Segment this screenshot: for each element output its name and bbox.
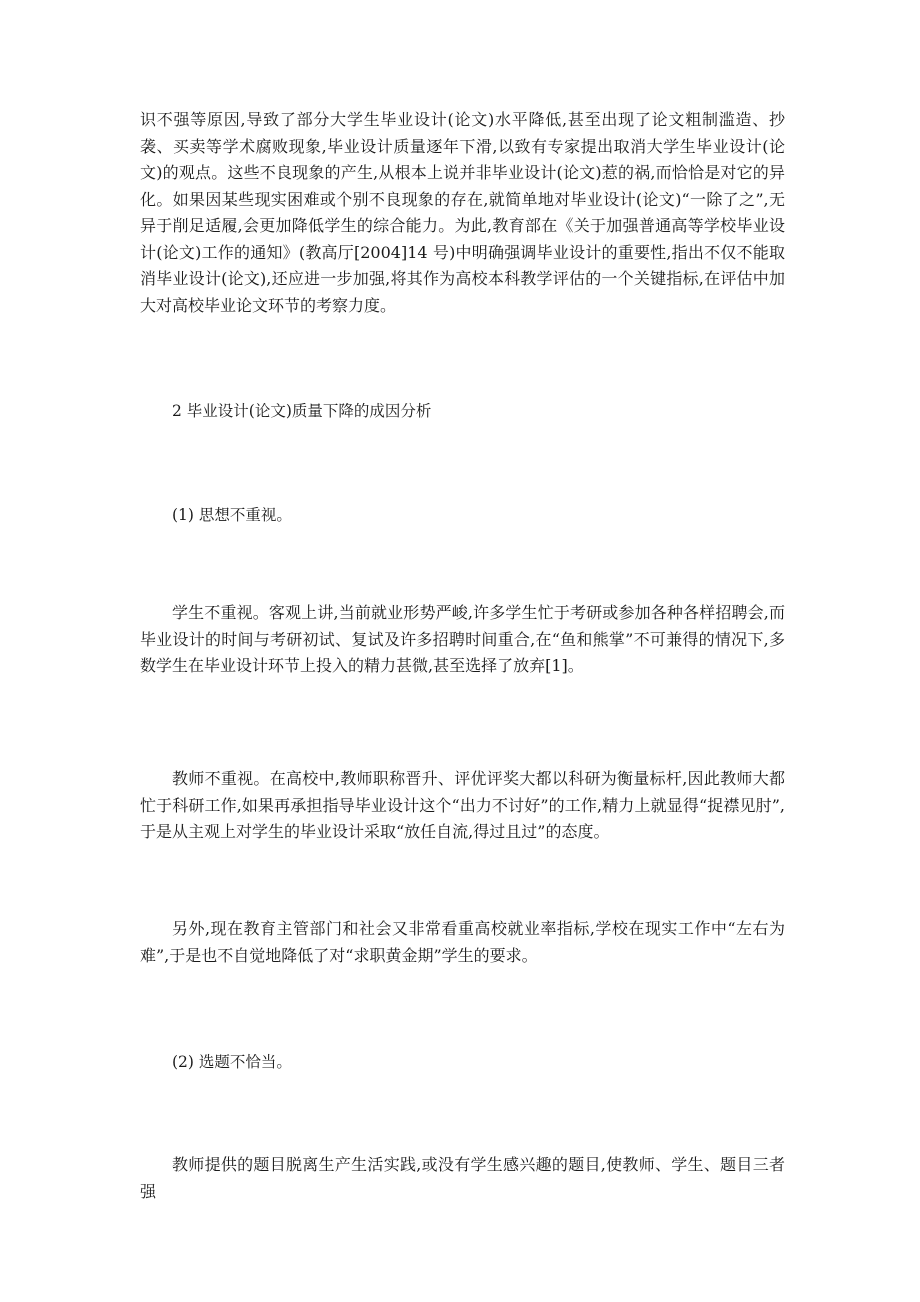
intro-paragraph: 识不强等原因,导致了部分大学生毕业设计(论文)水平降低,甚至出现了论文粗制滥造、抄袭、买卖等学术腐败现象,毕业设计质量逐年下滑,以致有专家提出取消大学生毕业设计(论文)的观点。这些不良现象的产生,从根本上说并非毕业设计(论文)惹的祸,而恰恰是对它的异化。如果因某些现实困难或个别不良现象的存在,就简单地对毕业设计(论文)“一除了之”,无异于削足适履,会更加降低学生的综合能力。为此,教育部在《关于加强普通高等学校毕业设计(论文)工作的通知》(教高厅[2004]14 号)中明确强调毕业设计的重要性,指出不仅不能取消毕业设计(论文),还应进一步加强,将其作为高校本科教学评估的一个关键指标,在评估中加大对高校毕业论文环节的考察力度。 (140, 110, 785, 315)
paragraph-teachers: 教师不重视。在高校中,教师职称晋升、评优评奖大都以科研为衡量标杆,因此教师大都忙于科研工作,如果再承担指导毕业设计这个“出力不讨好”的工作,精力上就显得“捉襟见肘”,于是从主观上对学生的毕业设计采取“放任自流,得过且过”的态度。 (140, 769, 785, 841)
paragraph-other: 另外,现在教育主管部门和社会又非常看重高校就业率指标,学校在现实工作中“左右为难”,于是也不自觉地降低了对“求职黄金期”学生的要求。 (140, 919, 785, 965)
paragraph-students: 学生不重视。客观上讲,当前就业形势严峻,许多学生忙于考研或参加各种各样招聘会,而毕业设计的时间与考研初试、复试及许多招聘时间重合,在“鱼和熊掌”不可兼得的情况下,多数学生在毕业设计环节上投入的精力甚微,甚至选择了放弃[1]。 (140, 603, 785, 675)
section-heading: 2 毕业设计(论文)质量下降的成因分析 (172, 402, 432, 420)
subheading-topic: (2) 选题不恰当。 (172, 1053, 292, 1071)
subheading-thought: (1) 思想不重视。 (172, 506, 292, 524)
paragraph-topics: 教师提供的题目脱离生产生活实践,或没有学生感兴趣的题目,使教师、学生、题目三者强 (140, 1155, 785, 1201)
